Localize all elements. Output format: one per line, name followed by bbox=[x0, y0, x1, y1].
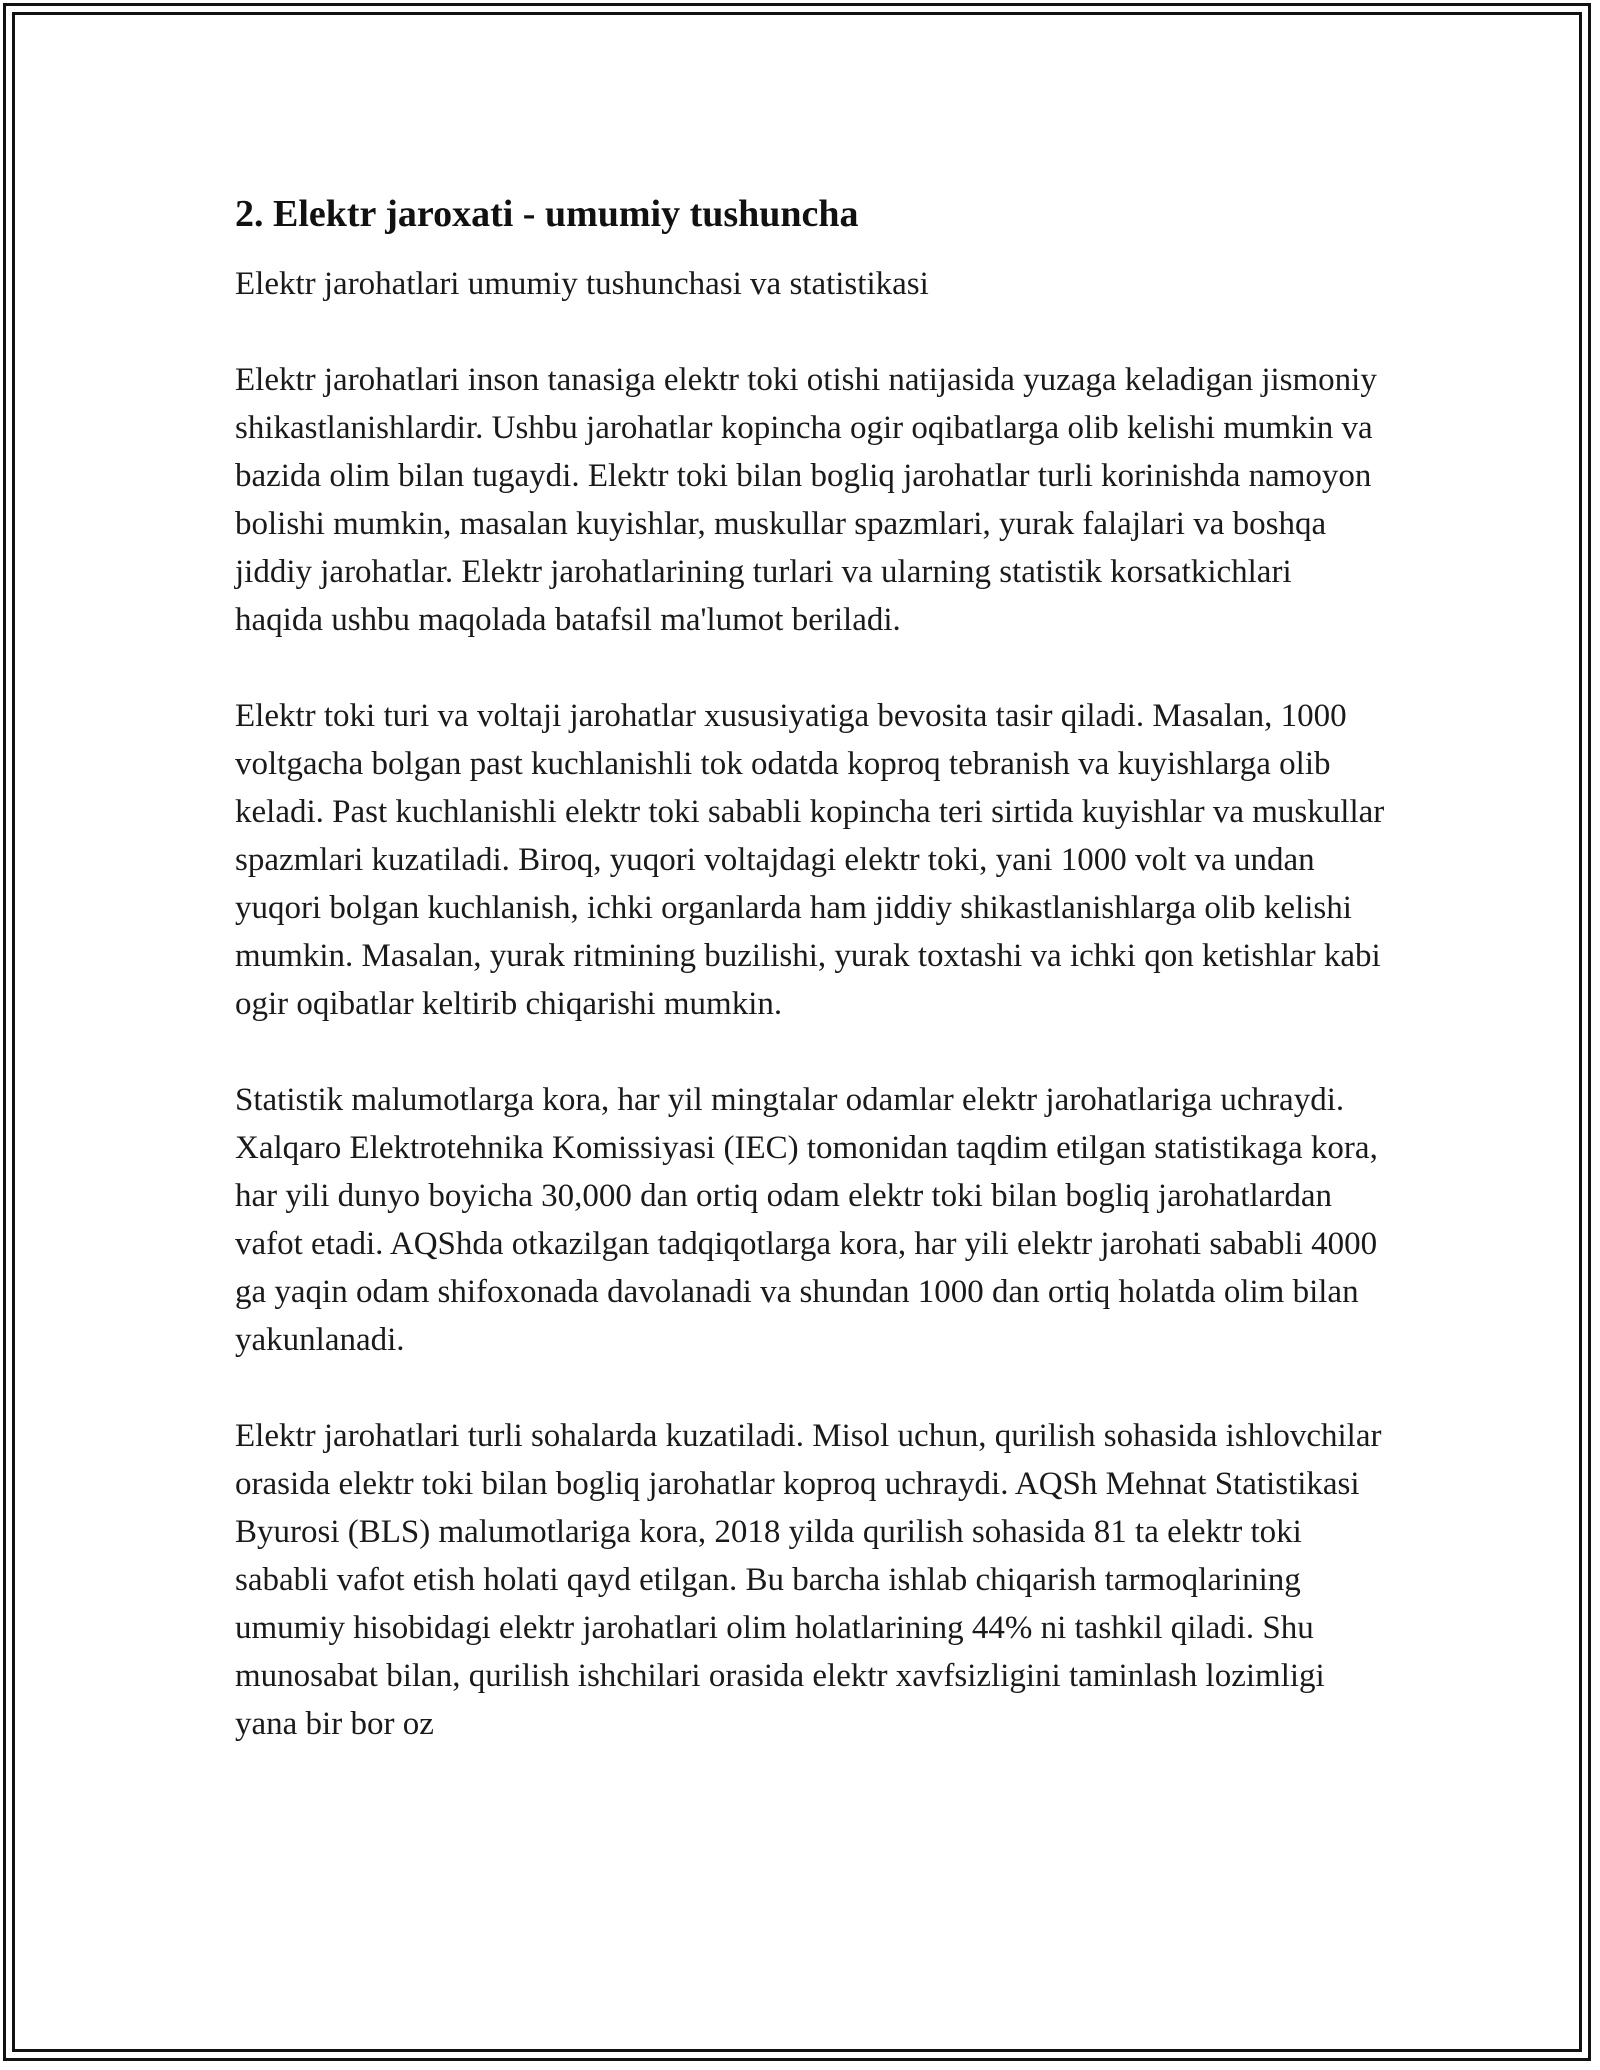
paragraph-3: Statistik malumotlarga kora, har yil mingtalar odamlar elektr jarohatlariga uchraydi. Xalqaro Elektrotehnika Komissiyasi (IEC) tomonidan taqdim etilgan statistikaga kora, har yili dunyo boyicha 30,000 dan ortiq odam elektr toki bilan bogliq jarohatlardan vafot etadi. AQShda otkazilgan tadqiqotlarga kora, har yili elektr jarohati sababli 4000 ga yaqin odam shifoxonada davolanadi va shundan 1000 dan ortiq holatda olim bilan yakunlanadi. bbox=[235, 1082, 1378, 1358]
section-subtitle: Elektr jarohatlari umumiy tushunchasi va statistikasi bbox=[235, 266, 929, 302]
document-body bbox=[235, 190, 1385, 1748]
section-title: 2. Elektr jaroxati - umumiy tushuncha bbox=[235, 193, 859, 235]
paragraph-2: Elektr toki turi va voltaji jarohatlar xususiyatiga bevosita tasir qiladi. Masalan, 1000 voltgacha bolgan past kuchlanishli tok odatda koproq tebranish va kuyishlarga olib keladi. Past kuchlanishli elektr toki sababli kopincha teri sirtida kuyishlar va muskullar spazmlari kuzatiladi. Biroq, yuqori voltajdagi elektr toki, yani 1000 volt va undan yuqori bolgan kuchlanish, ichki organlarda ham jiddiy shikastlanishlarga olib kelishi mumkin. Masalan, yurak ritmining buzilishi, yurak toxtashi va ichki qon ketishlar kabi ogir oqibatlar keltirib chiqarishi mumkin. bbox=[235, 698, 1385, 1022]
paragraph-1: Elektr jarohatlari inson tanasiga elektr toki otishi natijasida yuzaga keladigan jismoniy shikastlanishlardir. Ushbu jarohatlar kopincha ogir oqibatlarga olib kelishi mumkin va bazida olim bilan tugaydi. Elektr toki bilan bogliq jarohatlar turli korinishda namoyon bolishi mumkin, masalan kuyishlar, muskullar spazmlari, yurak falajlari va boshqa jiddiy jarohatlar. Elektr jarohatlarining turlari va ularning statistik korsatkichlari haqida ushbu maqolada batafsil ma'lumot beriladi. bbox=[235, 362, 1377, 638]
paragraph-4: Elektr jarohatlari turli sohalarda kuzatiladi. Misol uchun, qurilish sohasida ishlovchilar orasida elektr toki bilan bogliq jarohatlar koproq uchraydi. AQSh Mehnat Statistikasi Byurosi (BLS) malumotlariga kora, 2018 yilda qurilish sohasida 81 ta elektr toki sababli vafot etish holati qayd etilgan. Bu barcha ishlab chiqarish tarmoqlarining umumiy hisobidagi elektr jarohatlari olim holatlarining 44% ni tashkil qiladi. Shu munosabat bilan, qurilish ishchilari orasida elektr xavfsizligini taminlash lozimligi yana bir bor oz bbox=[235, 1418, 1382, 1742]
